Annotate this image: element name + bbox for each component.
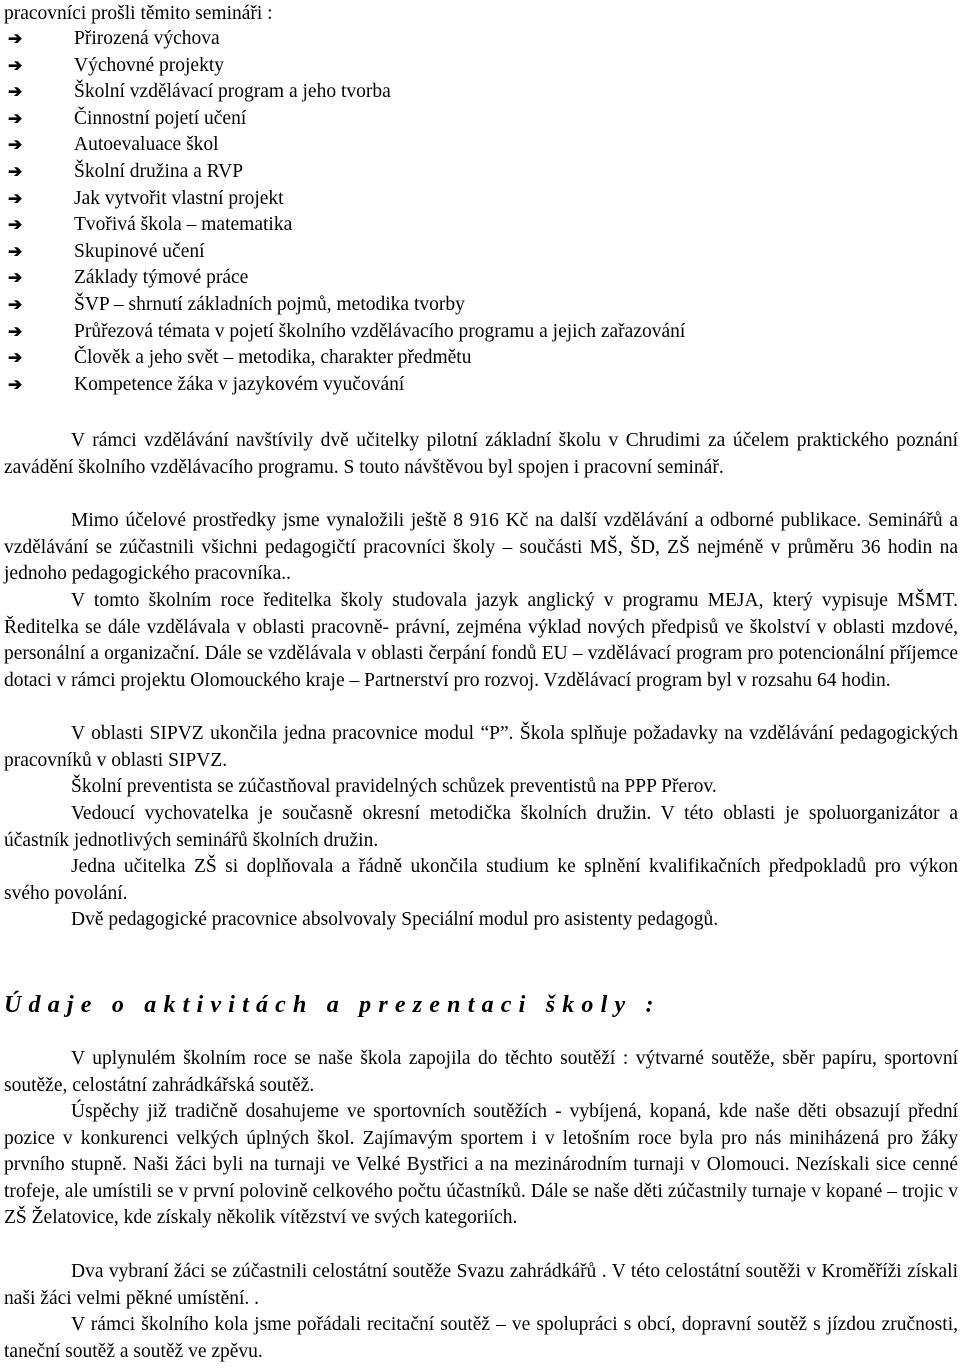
paragraph-funding: Mimo účelové prostředky jsme vynaložili ještě 8 916 Kč na další vzdělávání a odborné publikace. Seminářů a vzdělávání se zúčastnili všichni pedagogičtí pracovníci školy – součásti MŠ, ŠD, ZŠ nejméně v průměru 36 hodin na jednoho pedagogického pracovníka.. [4, 510, 958, 585]
seminar-label: Jak vytvořit vlastní projekt [74, 187, 284, 209]
arrow-right-icon: ➔ [8, 268, 23, 288]
arrow-right-icon: ➔ [8, 55, 23, 75]
seminar-label: Školní družina a RVP [74, 161, 244, 182]
arrow-right-icon: ➔ [8, 348, 23, 368]
paragraph-sipvz: V oblasti SIPVZ ukončila jedna pracovnice modul “P”. Škola splňuje požadavky na vzdělávání pedagogických pracovníků v oblasti SIPVZ. [4, 723, 958, 771]
paragraph-qualification: Jedna učitelka ZŠ si doplňovala a řádně ukončila studium ke splnění kvalifikačních předpokladů pro výkon svého povolání. [4, 856, 958, 904]
seminar-label: Tvořivá škola – matematika [74, 214, 293, 236]
paragraph-director-study: V tomto školním roce ředitelka školy studovala jazyk anglický v programu MEJA, který vypisuje MŠMT. Ředitelka se dále vzdělávala v oblasti pracovně- právní, zejména výklad nových předpisů ve školství v oblasti mzdové, personální a organizační. Dále se vzdělávala v oblasti čerpání fondů EU – vzdělávací program pro potencionální příjemce dotaci v rámci projektu Olomouckého kraje – Partnerství pro rozvoj. Vzdělávací program byl v rozsahu 64 hodin. [4, 590, 958, 691]
paragraph-competitions: V uplynulém školním roce se naše škola zapojila do těchto soutěží : výtvarné soutěže, sběr papíru, sportovní soutěže, celostátní zahrádkářská soutěž. [4, 1048, 958, 1096]
arrow-right-icon: ➔ [8, 295, 23, 314]
section-heading: Údaje o aktivitách a prezentaci školy : [4, 992, 661, 1018]
paragraph-gardening: Dva vybraní žáci se zúčastnili celostátní soutěže Svazu zahrádkářů . V této celostátní soutěži v Kroměříži získali naši žáci velmi pěkné umístění. . [4, 1261, 958, 1309]
paragraph-school-visit: V rámci vzdělávání navštívily dvě učitelky pilotní základní školu v Chrudimi za účelem praktického poznání zavádění školního vzdělávacího programu. S touto návštěvou byl spojen i pracovní seminář. [4, 430, 958, 478]
arrow-right-icon: ➔ [8, 215, 23, 235]
paragraph-prevention: Školní preventista se zúčastňoval pravidelných schůzek preventistů na PPP Přerov. [71, 776, 717, 797]
paragraph-educator: Vedoucí vychovatelka je současně okresní metodička školních družin. V této oblasti je spoluorganizátor a účastník jednotlivých seminářů školních družin. [4, 803, 958, 851]
paragraph-sports: Úspěchy již tradičně dosahujeme ve sportovních soutěžích - vybíjená, kopaná, kde naše děti obsazují přední pozice v konkurenci velkých úplných škol. Zajímavým sportem i v letošním roce byla pro nás miniházená pro žáky prvního stupně. Naši žáci byli na turnaji ve Velké Bystřici a na mezinárodním turnaji v Olomouci. Nezískali sice cenné trofeje, ale umístili se v první polovině celkového počtu účastníků. Dále se naše děti zúčastnily turnaje v kopané – trojic v ZŠ Želatovice, kde získaly několik vítězství ve svých kategoriích. [4, 1101, 958, 1229]
arrow-right-icon: ➔ [8, 82, 23, 102]
arrow-right-icon: ➔ [8, 135, 23, 155]
seminar-label: Výchovné projekty [74, 54, 225, 76]
seminar-label: Školní vzdělávací program a jeho tvorba [74, 81, 391, 103]
seminar-label: Průřezová témata v pojetí školního vzdělávacího programu a jejich zařazování [74, 320, 686, 342]
seminar-label: Člověk a jeho svět – metodika, charakter předmětu [74, 347, 472, 369]
seminar-label: Základy týmové práce [74, 267, 249, 289]
paragraph-assistants: Dvě pedagogické pracovnice absolvovaly Speciální modul pro asistenty pedagogů. [71, 909, 719, 930]
arrow-right-icon: ➔ [8, 188, 23, 208]
arrow-right-icon: ➔ [8, 29, 23, 48]
seminar-label: Skupinové učení [74, 240, 205, 262]
seminar-label: Kompetence žáka v jazykovém vyučování [74, 373, 405, 395]
seminar-label: Přirozená výchova [74, 28, 220, 49]
arrow-right-icon: ➔ [8, 241, 23, 261]
seminar-label: ŠVP – shrnutí základních pojmů, metodika tvorby [74, 294, 465, 315]
arrow-right-icon: ➔ [8, 108, 23, 128]
arrow-right-icon: ➔ [8, 162, 23, 181]
arrow-right-icon: ➔ [8, 374, 23, 394]
arrow-right-icon: ➔ [8, 321, 23, 341]
seminar-label: Činnostní pojetí učení [74, 107, 247, 129]
paragraph-school-round: V rámci školního kola jsme pořádali recitační soutěž – ve spolupráci s obcí, dopravní soutěž s jízdou zručnosti, taneční soutěž a soutěž ve zpěvu. [4, 1314, 958, 1362]
seminar-label: Autoevaluace škol [74, 134, 219, 156]
intro-text: pracovníci prošli těmito semináři : [4, 3, 273, 24]
